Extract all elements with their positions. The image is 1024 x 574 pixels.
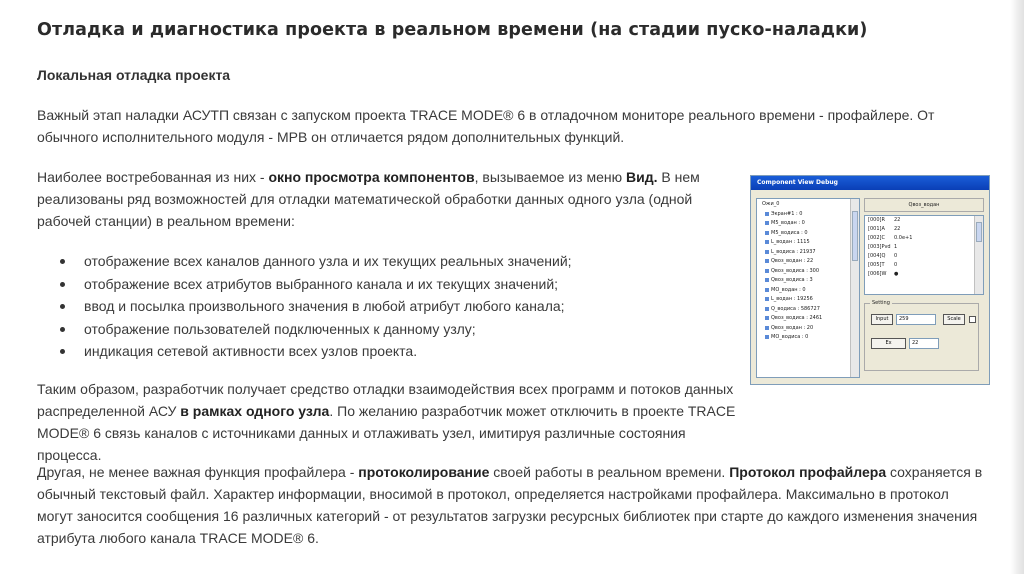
page-edge-shadow <box>1010 0 1024 574</box>
attribute-row[interactable] <box>865 243 983 252</box>
bold-text: Вид. <box>626 169 658 185</box>
attributes-panel <box>864 198 984 378</box>
attribute-name: [003]Pvd <box>868 244 891 250</box>
attribute-name: [005]T <box>868 262 885 268</box>
attribute-value: 22 <box>894 226 901 232</box>
attribute-row[interactable] <box>865 261 983 270</box>
tree-node[interactable]: Qвоз_водиса : 300 <box>759 267 849 277</box>
set-button[interactable]: Ex <box>871 338 906 349</box>
tree-node[interactable]: Qвоз_водан : 20 <box>759 324 849 334</box>
tree-node[interactable]: М5_водан : 0 <box>759 219 849 229</box>
paragraph-component-view <box>37 166 732 232</box>
attribute-name: [004]Q <box>868 253 886 259</box>
input-value-field[interactable]: 259 <box>896 314 936 325</box>
input-button[interactable]: Input <box>871 314 893 325</box>
list-item: индикация сетевой активности всех узлов проекта. <box>60 340 572 363</box>
tree-node[interactable]: МО_водиса : 0 <box>759 333 849 343</box>
text-span: Таким образом, разработчик получает средство отладки взаимодействия всех программ и потоков данных распределенной АСУ <box>37 381 734 419</box>
attribute-value: 0 <box>894 253 898 259</box>
setting-group <box>864 300 979 371</box>
tree-node[interactable]: L_водан : 19256 <box>759 295 849 305</box>
text-span: В нем реализованы ряд возможностей для отладки математической обработки данных одного узла (одной рабочей станции) в реальном времени: <box>37 169 700 229</box>
selected-channel-header: Qвоз_водан <box>864 198 984 212</box>
bold-text: протоколирование <box>358 464 490 480</box>
attribute-name: [002]C <box>868 235 885 241</box>
text-span: своей работы в реальном времени. <box>489 464 730 480</box>
list-item: отображение пользователей подключенных к данному узлу; <box>60 318 572 341</box>
list-item: отображение всех каналов данного узла и их текущих реальных значений; <box>60 250 572 273</box>
text-span: , вызываемое из меню <box>474 169 626 185</box>
attribute-value: 22 <box>894 217 901 223</box>
scrollbar-thumb[interactable] <box>976 222 982 242</box>
list-item: отображение всех атрибутов выбранного канала и их текущих значений; <box>60 273 572 296</box>
attribute-value: ● <box>894 271 899 277</box>
tree-node[interactable]: Qвоз_водиса : 2461 <box>759 314 849 324</box>
tree-node[interactable]: L_водиса : 21937 <box>759 248 849 258</box>
page-title: Отладка и диагностика проекта в реальном времени (на стадии пуско-наладки) <box>37 20 868 40</box>
bold-text: окно просмотра компонентов <box>268 169 475 185</box>
section-subtitle: Локальная отладка проекта <box>37 67 231 83</box>
channel-tree <box>756 198 860 378</box>
setting-label: Setting <box>872 300 890 306</box>
tree-node[interactable]: Экран#1 : 0 <box>759 210 849 220</box>
attribute-row[interactable] <box>865 252 983 261</box>
list-item: ввод и посылка произвольного значения в любой атрибут любого канала; <box>60 295 572 318</box>
bold-text: Протокол профайлера <box>729 464 887 480</box>
attribute-row[interactable] <box>865 216 983 225</box>
tree-scrollbar[interactable] <box>850 199 859 377</box>
bold-text: в рамках одного узла <box>180 403 330 419</box>
tree-node[interactable]: Qвоз_водан : 22 <box>759 257 849 267</box>
text-span: сохраняется в обычный текстовый файл. Характер информации, вносимой в протокол, определяется настройками профайлера. Максимально в протокол могут заносится сообщения 16 различных категорий - от результатов загрузки ресурсных библиотек при старте до каждого изменения значения атрибута любого канала TRACE MODE® 6. <box>37 464 983 546</box>
scale-checkbox[interactable] <box>969 316 976 323</box>
attribute-name: [006]W <box>868 271 887 277</box>
paragraph-logging <box>37 461 987 549</box>
text-span: . По желанию разработчик может отключить в проекте TRACE MODE® 6 связь каналов с источниками данных и отлаживать узел, имитируя различные состояния процесса. <box>37 403 736 463</box>
text-span: Наиболее востребованная из них - <box>37 169 269 185</box>
window-title-bar: Component View Debug <box>751 176 989 190</box>
attribute-row[interactable] <box>865 234 983 243</box>
component-view-window <box>750 175 990 385</box>
attribute-value: 1 <box>894 244 898 250</box>
tree-node[interactable]: МО_водан : 0 <box>759 286 849 296</box>
attribute-value: 0.0е+1 <box>894 235 913 241</box>
attribute-row[interactable] <box>865 270 983 279</box>
attribute-list <box>864 215 984 295</box>
scale-button[interactable]: Scale <box>943 314 965 325</box>
channel-tree-list <box>759 200 849 343</box>
attribute-row[interactable] <box>865 225 983 234</box>
tree-root-node[interactable]: Ожи_0 <box>762 201 780 207</box>
tree-node[interactable]: Qвоз_водиса : 3 <box>759 276 849 286</box>
set-value-field[interactable]: 22 <box>909 338 939 349</box>
paragraph-debug-means <box>37 378 737 466</box>
tree-node[interactable]: L_водан : 1115 <box>759 238 849 248</box>
paragraph-intro: Важный этап наладки АСУТП связан с запуском проекта TRACE MODE® 6 в отладочном мониторе реального времени - профайлере. От обычного исполнительного модуля - МРВ он отличается рядом дополнительных функций. <box>37 107 935 145</box>
scrollbar-thumb[interactable] <box>852 211 858 261</box>
tree-node[interactable]: М5_водиса : 0 <box>759 229 849 239</box>
feature-list <box>60 250 572 363</box>
attribute-value: 0 <box>894 262 898 268</box>
attribute-name: [000]R <box>868 217 885 223</box>
text-span: Другая, не менее важная функция профайлера - <box>37 464 359 480</box>
attribute-name: [001]A <box>868 226 885 232</box>
tree-node[interactable]: Q_водиса : 586727 <box>759 305 849 315</box>
attr-scrollbar[interactable] <box>974 216 983 294</box>
